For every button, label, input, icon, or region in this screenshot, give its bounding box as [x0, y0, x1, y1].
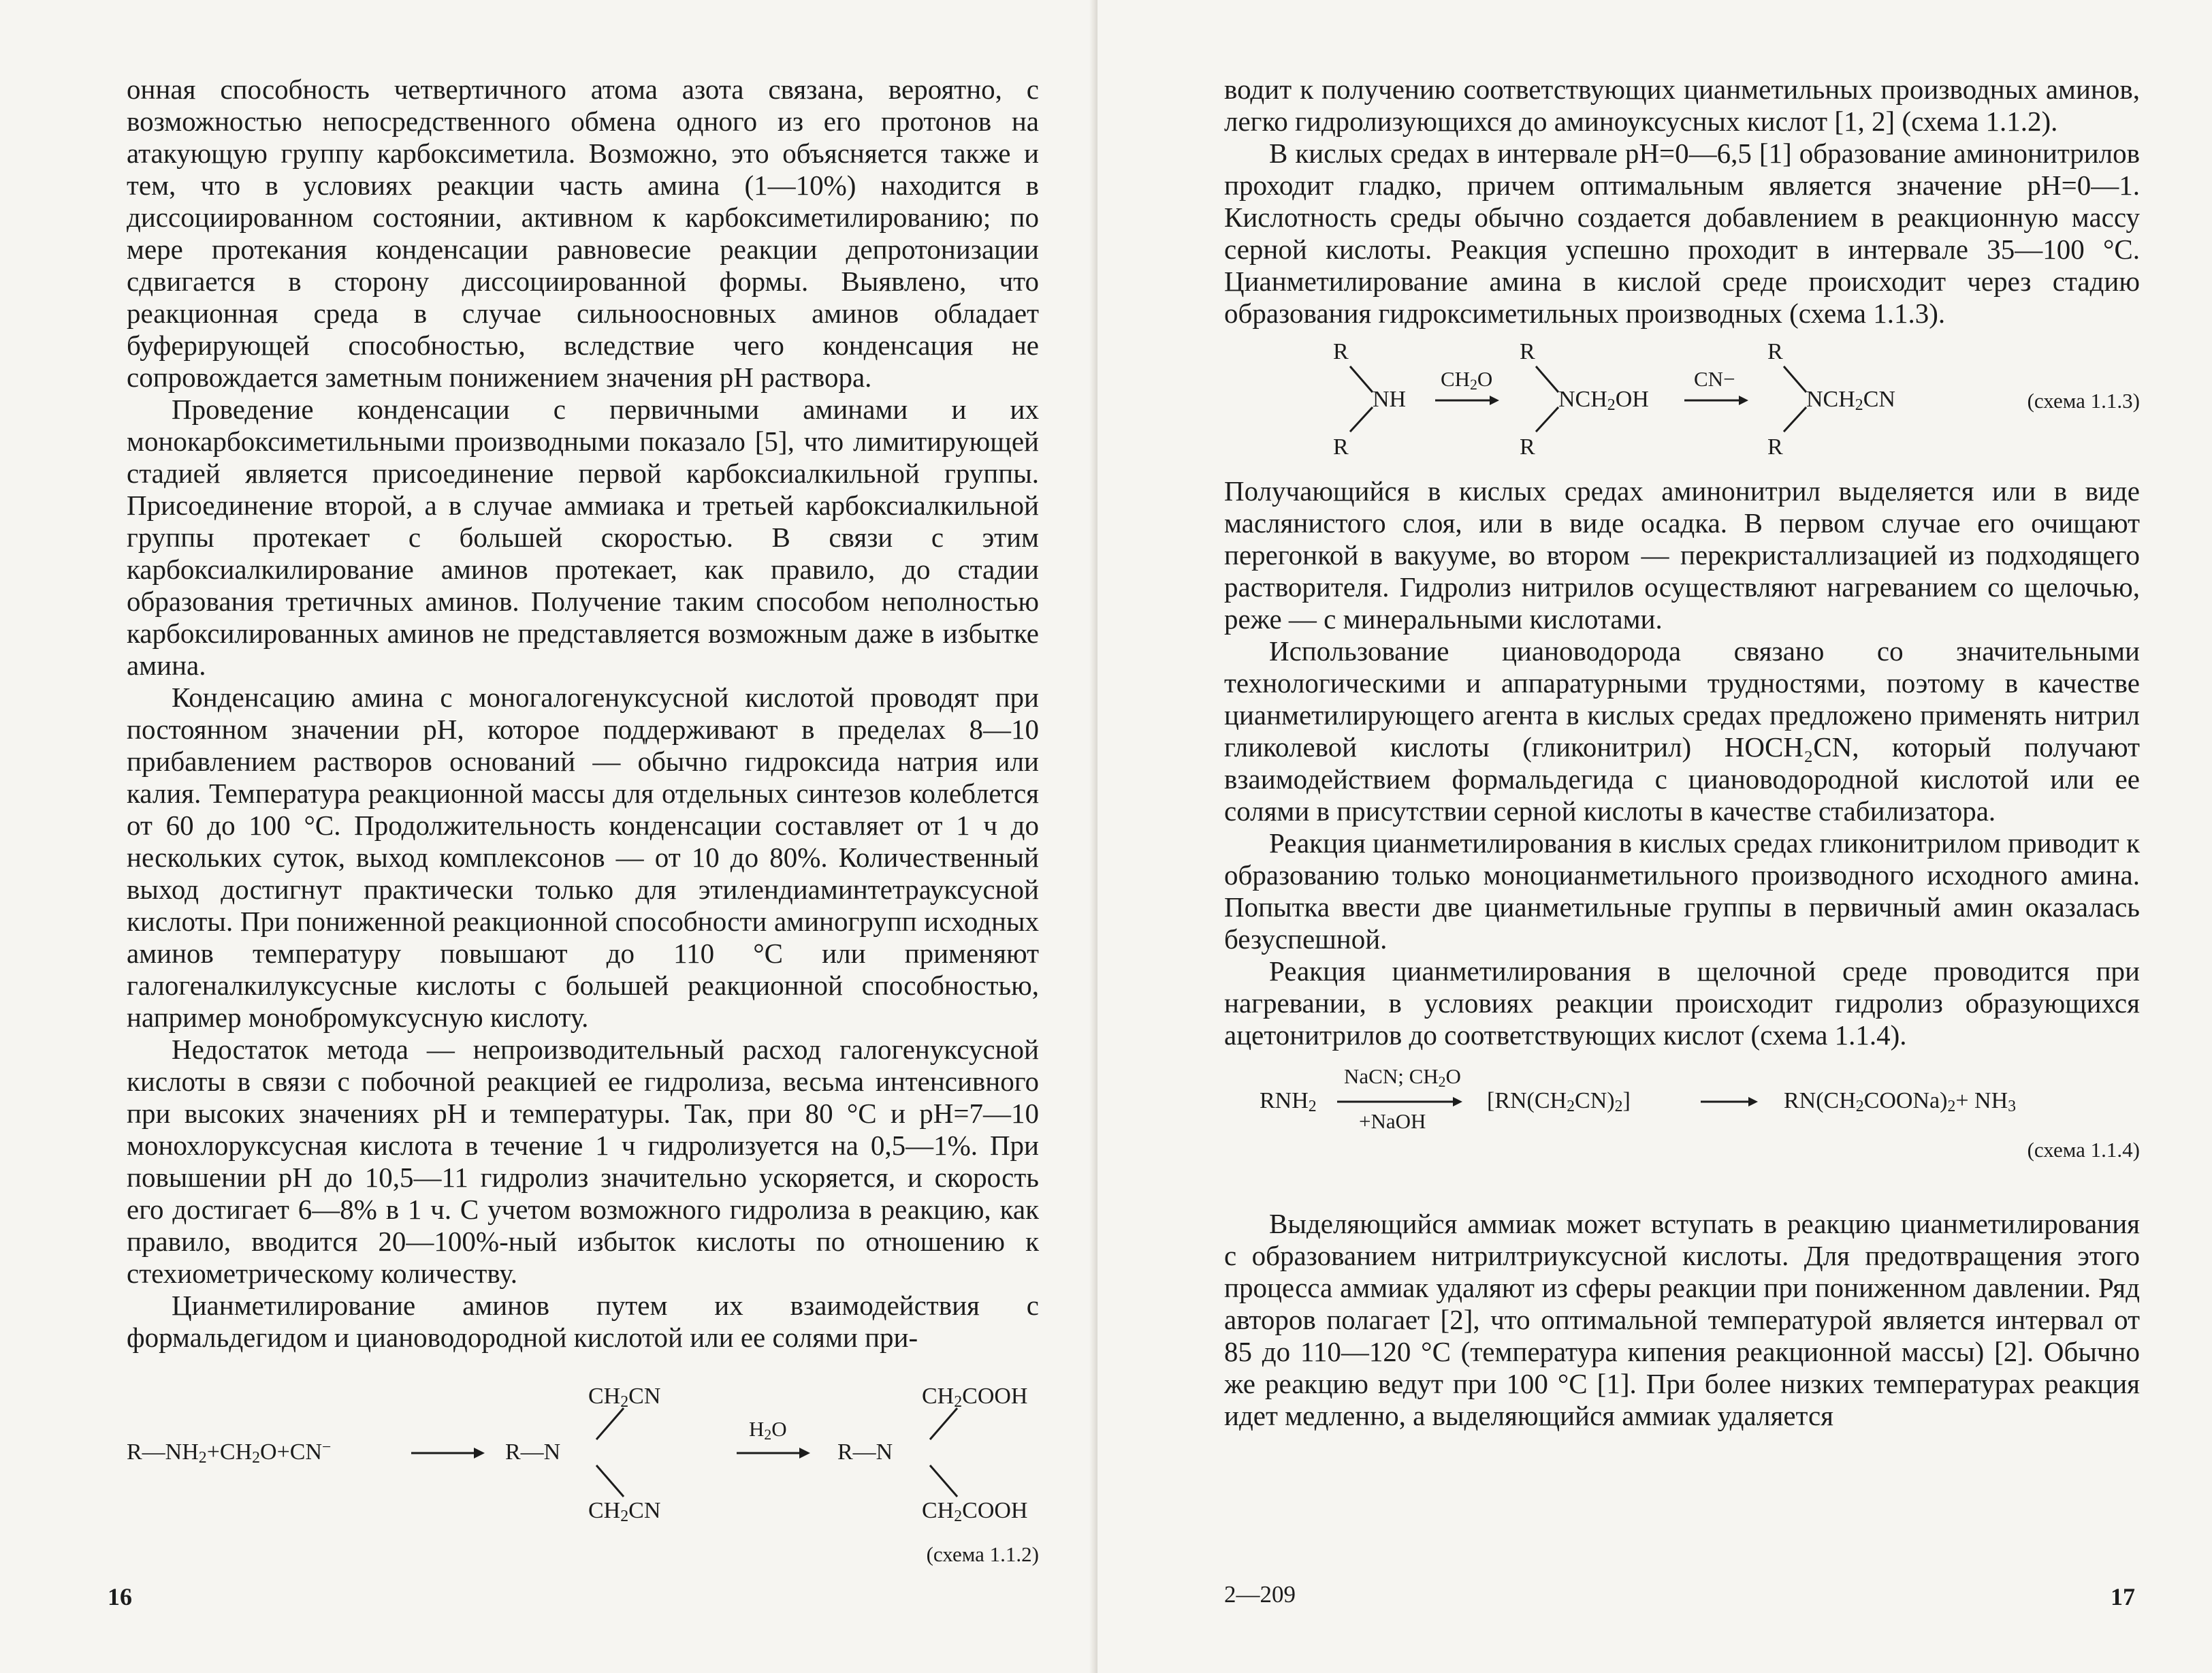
minus-charge: − [322, 1438, 332, 1456]
r3-bottom: R [1767, 434, 1783, 460]
acid-product [1784, 1088, 2016, 1114]
ch-label: CH [922, 1384, 955, 1409]
r2-bottom: R [1520, 434, 1535, 460]
rnh-label: RNH [1260, 1088, 1309, 1113]
cyanide-label: CN [289, 1439, 323, 1465]
ch-label: CH [922, 1498, 955, 1523]
intermediate-end: ] [1622, 1088, 1631, 1113]
o-tail: O [771, 1417, 787, 1441]
formaldehyde-label: CH [219, 1439, 253, 1465]
hydroxymethyl-product [1558, 387, 1649, 413]
reagent-nacn [1344, 1064, 1461, 1089]
reagent-h2o [749, 1416, 787, 1442]
product-mid: COONa) [1863, 1088, 1948, 1113]
nch-label: NCH [1558, 387, 1607, 412]
left-paragraph-2: Проведение конденсации с первичными аминами и их монокарбоксиметильными производными показало [5], что лимитирующей стадией является присоединение первой карбоксиалкильной группы. Присоединение второй, а в случае аммиака и третьей карбоксиалкильной группы протекает с большей скоростью. В связи с этим карбоксиалкилирование аминов протекает, как правило, до стадии образования третичных аминов. Получение таким способом неполностью карбоксилированных аминов не представляется возможным даже в избытке амина. [127, 394, 1039, 681]
r1-bottom: R [1333, 434, 1349, 460]
scheme-1-1-3-bonds [1224, 336, 2140, 463]
sub-2: 2 [1308, 1098, 1317, 1116]
scheme-1-1-4-caption: (схема 1.1.4) [2027, 1138, 2140, 1162]
product-label: RN(CH [1784, 1088, 1856, 1113]
h-label: H [749, 1417, 765, 1441]
scheme-1-1-2 [127, 1358, 1039, 1542]
sub-2: 2 [764, 1426, 772, 1443]
scheme-1-1-3 [1224, 336, 2140, 463]
scheme-1-1-2-caption-row [127, 1542, 1039, 1573]
right-paragraph-1: водит к получению соответствующих цианметильных производных аминов, легко гидролизующихся до аминоуксусных кислот [1, 2] (схема 1.1.2). [1224, 74, 2140, 137]
left-paragraph-3: Конденсацию амина с моногалогенуксусной кислотой проводят при постоянном значении pH, которое поддерживают в пределах 8—10 прибавлением растворов оснований — обычно гидроксида натрия или калия. Температура реакционной массы для отдельных синтезов колеблется от 60 до 100 °С. Продолжительность конденсации составляет от 1 ч до нескольких суток, выход комплексонов — от 10 до 80%. Количественный выход достигнут практически только для этилендиаминтетрауксусной кислоты. При пониженной реакционной способности аминогрупп исходных аминов температуру повышают до 110 °С или применяют галогеналкилуксусные кислоты с большей реакционной способностью, например монобромуксусную кислоту. [127, 682, 1039, 1033]
right-page [1097, 0, 2212, 1673]
ch-label: CH [588, 1498, 621, 1523]
r1-top: R [1333, 339, 1349, 364]
dinitrile-intermediate [1487, 1088, 1631, 1114]
nacn-label: NaCN; CH [1344, 1064, 1439, 1088]
ch-label: CH [1441, 367, 1471, 391]
sub-2: 2 [1855, 1098, 1864, 1116]
left-paragraph-4: Недостаток метода — непроизводительный расход галогенуксусной кислоты в связи с побочной реакцией ее гидролиза, весьма интенсивного при высоких значениях pH и температуры. Так, при 80 °С и pH=7—10 монохлоруксусная кислота в течение 1 ч гидролизуется на 0,5—1%. При повышении pH до 10,5—11 гидролиз значительно ускоряется, и скорость его достигает 6—8% в 1 ч. С учетом возможного гидролиза в реакцию, как правило, вводится 20—100%-ный избыток кислоты по отношению к стехиометрическому количеству. [127, 1034, 1039, 1289]
cooh-tail: COOH [962, 1384, 1028, 1409]
left-page [0, 0, 1097, 1673]
primary-amine [1260, 1088, 1317, 1114]
sub-2: 2 [620, 1393, 629, 1412]
page-number-left: 16 [108, 1583, 132, 1610]
scheme-1-1-3-caption: (схема 1.1.3) [2027, 389, 2140, 413]
nch-label: NCH [1806, 387, 1855, 412]
sub-2: 2 [1438, 1073, 1446, 1090]
reagent-cn: CN− [1694, 367, 1735, 391]
right-paragraph-3: Получающийся в кислых средах аминонитрил выделяется или в виде маслянистого слоя, или в виде осадка. В первом случае его очищают перегонкой в вакууме, во втором — перекристаллизацией из подходящего растворителя. Гидролиз нитрилов осуществляют нагреванием со щелочью, реже — с минеральными кислотами. [1224, 475, 2140, 635]
right-paragraph-5: Реакция цианметилирования в кислых средах гликонитрилом приводит к образованию только моноцианметильного производного исходного амина. Попытка ввести две цианметильные группы в первичный амин оказалась безуспешной. [1224, 827, 2140, 955]
sub-2: 2 [1855, 396, 1863, 415]
right-paragraph-7: Выделяющийся аммиак может вступать в реакцию цианметилирования с образованием нитрилтриуксусной кислоты. Для предотвращения этого процесса аммиак удаляют из сферы реакции при пониженном давлении. Ряд авторов полагает [2], что оптимальной температурой является интервал от 85 до 110—120 °С (температура кипения реакционной массы) [2]. Обычно же реакцию ведут при 100 °С [1]. При более низких температурах реакция идет медленно, а выделяющийся аммиак удаляется [1224, 1208, 2140, 1431]
right-paragraph-2: В кислых средах в интервале pH=0—6,5 [1] образование аминонитрилов проходит гладко, причем оптимальным является значение pH=0—1. Кислотность среды обычно создается добавлением в реакционную массу серной кислоты. Реакция успешно проходит в интервале 35—100 °С. Цианметилирование амина в кислой среде происходит через стадию образования гидроксиметильных производных (схема 1.1.3). [1224, 138, 2140, 329]
sub-2: 2 [1947, 1098, 1956, 1116]
sub-2: 2 [1470, 376, 1477, 393]
ch-label: CH [588, 1384, 621, 1409]
sub-2: 2 [198, 1449, 207, 1467]
cooh-tail: COOH [962, 1498, 1028, 1523]
o-tail: O [1445, 1064, 1461, 1088]
left-paragraph-5: Цианметилирование аминов путем их взаимодействия с формальдегидом и циановодородной кислотой или ее солями при- [127, 1290, 1039, 1353]
sub-2: 2 [1607, 396, 1616, 415]
right-paragraph-4: Использование циановодорода связано со значительными технологическими и аппаратурными трудностями, поэтому в качестве цианметилирующего агента в кислых средах предложено применять нитрил гликолевой кислоты (гликонитрил) HOCH₂CN, который получают взаимодействием формальдегида с циановодородной кислотой или ее солями в присутствии серной кислоты в качестве стабилизатора. [1224, 635, 2140, 827]
reagent-naoh: +NaOH [1359, 1109, 1426, 1133]
right-text-column [1224, 74, 2140, 1432]
intermediate-mid: CN) [1575, 1088, 1615, 1113]
intermediate-ch2cn-top [588, 1384, 661, 1412]
product-ch2cooh-top [922, 1384, 1028, 1412]
sub-2: 2 [954, 1508, 963, 1526]
scheme-1-1-2-caption: (схема 1.1.2) [926, 1542, 1039, 1566]
oh-tail: OH [1615, 387, 1649, 412]
cyanomethyl-product [1806, 387, 1895, 413]
formaldehyde-tail: O [260, 1439, 277, 1465]
intermediate-rn: R—N [505, 1439, 561, 1465]
sub-2: 2 [1614, 1098, 1623, 1116]
sub-2: 2 [954, 1393, 963, 1412]
product-rn: R—N [837, 1439, 893, 1465]
product-ch2cooh-bottom [922, 1498, 1027, 1524]
reagent-ch2o [1441, 366, 1492, 392]
sub-2: 2 [620, 1508, 629, 1526]
plus-sign: + [276, 1439, 290, 1465]
page-number-right: 17 [2111, 1583, 2135, 1610]
amine-nh: NH [1373, 387, 1407, 412]
scheme-1-1-2-reactants [127, 1439, 331, 1465]
product-end: + NH [1955, 1088, 2008, 1113]
signature-mark: 2—209 [1224, 1581, 1296, 1608]
sub-2: 2 [1567, 1098, 1575, 1116]
scheme-1-1-4 [1224, 1061, 2140, 1163]
intermediate-label: [RN(CH [1487, 1088, 1567, 1113]
o-tail: O [1477, 367, 1493, 391]
r3-top: R [1767, 339, 1783, 364]
left-text-column [127, 74, 1039, 1573]
sub-3: 3 [2008, 1098, 2017, 1116]
sub-2: 2 [252, 1449, 261, 1467]
left-paragraph-1: онная способность четвертичного атома азота связана, вероятно, с возможностью непосредственного обмена одного из его протонов на атакующую группу карбоксиметила. Возможно, это объясняется также и тем, что в условиях реакции часть амина (1—10%) находится в диссоциированном состоянии, активном к карбоксиметилированию; по мере протекания конденсации равновесие реакции депротонизации сдвигается в сторону диссоциированной формы. Выявлено, что реакционная среда в случае сильноосновных аминов обладает буферирующей способностью, вследствие чего конденсация не сопровождается заметным понижением значения pH раствора. [127, 74, 1039, 393]
plus-sign: + [206, 1439, 220, 1465]
right-paragraph-6: Реакция цианметилирования в щелочной среде проводится при нагревании, в условиях реакции происходит гидролиз образующихся ацетонитрилов до соответствующих кислот (схема 1.1.4). [1224, 955, 2140, 1051]
r2-top: R [1520, 339, 1535, 364]
intermediate-ch2cn-bottom [588, 1498, 660, 1524]
cn-tail: CN [1863, 387, 1895, 412]
cn-tail: CN [628, 1384, 661, 1409]
amine-label: R—NH [127, 1439, 199, 1465]
cn-tail: CN [628, 1498, 661, 1523]
